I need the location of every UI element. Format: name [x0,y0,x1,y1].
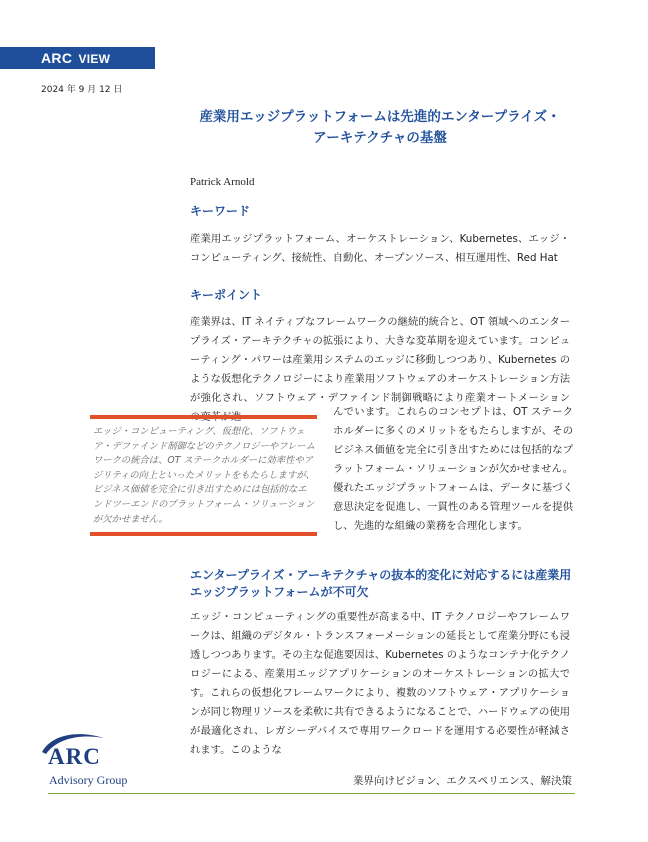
pull-quote-top-rule [90,415,317,419]
pull-quote-bottom-rule [90,532,317,536]
title-line-2: アーキテクチャの基盤 [313,130,447,146]
footer-tagline: 業界向けビジョン、エクスペリエンス、解決策 [352,775,572,787]
arc-logo-name: ARC [48,744,101,769]
keypoint-text-continued: んでいます。これらのコンセプトは、OT ステークホルダーに多くのメリットをもたらしますが、そのビジネス価値を完全に引き出すためには包括的なプラットフォーム・ソリューションが欠かせません。優れたエッジプラットフォームは、データに基づく意思決定を促進し、一貫性のある管理ツールを提供し、先進的な組織の業務を合理化します。 [333,406,573,532]
section-heading-line-2: エッジプラットフォームが不可欠 [190,585,369,599]
footer-rule [48,793,575,794]
title-line-1: 産業用エッジプラットフォームは先進的エンタープライズ・ [199,109,561,125]
author-name: Patrick Arnold [190,176,255,188]
banner-brand: ARC [41,50,73,66]
arc-logo-subtitle: Advisory Group [49,773,128,787]
arc-view-banner [0,47,155,69]
keywords-heading: キーワード [190,204,251,218]
pull-quote: エッジ・コンピューティング、仮想化、ソフトウェア・デファインド制御などのテクノロジーやフレームワークの統合は、OT ステークホルダーに効率性やアジリティの向上といったメリットをもたらしますが、ビジネス価値を完全に引き出すためには包括的なエンドツーエンドのプラットフォーム・ソリューションが欠かせません。 [93,426,316,525]
section-heading-line-1: エンタープライズ・アーキテクチャの抜本的変化に対応するには産業用 [190,568,572,582]
publication-date: 2024 年 9 月 12 日 [41,85,123,95]
banner-view: VIEW [78,52,111,66]
keypoint-heading: キーポイント [190,288,263,302]
section-heading [190,567,571,601]
keypoint-text: 産業界は、IT ネイティブなフレームワークの継続的統合と、OT 領域へのエンタープライズ・アーキテクチャの拡張により、大きな変革期を迎えています。コンピューティング・パワーは産業用システムのエッジに移動しつつあり、Kubernetes のような仮想化テクノロジーにより産業用ソフトウェアのオーケストレーション方法が強化され、ソフトウェア・デファインド制御戦略により産業オートメーション [190,316,570,404]
keywords-text: 産業用エッジプラットフォーム、オーケストレーション、Kubernetes、エッジ・コンピューティング、接続性、自動化、オープンソース、相互運用性、Red Hat [190,233,570,264]
page-title [160,107,600,149]
section-text: エッジ・コンピューティングの重要性が高まる中、IT テクノロジーやフレームワークは、組織のデジタル・トランスフォーメーションの延長として産業分野にも浸透しつつあります。その主な促進要因は、Kubernetes のようなコンテナ化テクノロジーによる、産業用エッジアプリケーションのオーケストレーションの拡大です。これらの仮想化フレームワークにより、複数のソフトウェア・アプリケーションが同じ物理リソースを柔軟に共有できるようになることで、ハードウェアの使用が最適化され、レガシーデバイスで専用ワークロードを運用する必要性が軽減されます。このような [190,611,570,756]
